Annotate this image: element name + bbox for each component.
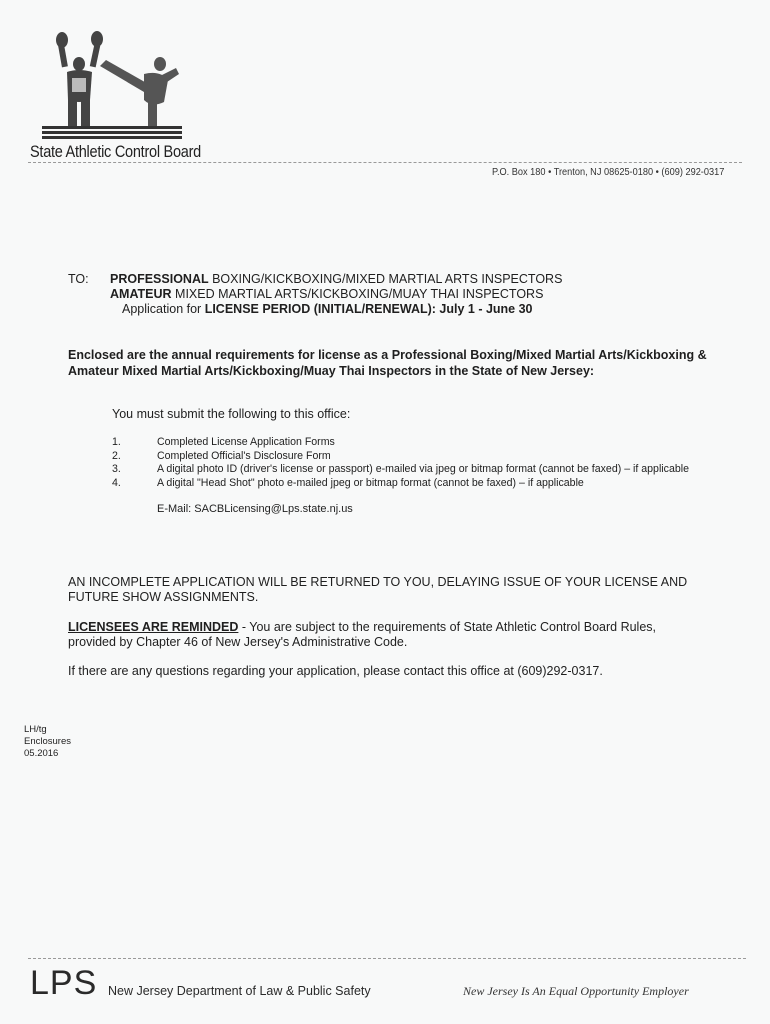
submit-heading: You must submit the following to this office: [112, 407, 351, 421]
license-period-line: Application for LICENSE PERIOD (INITIAL/RENEWAL): July 1 - June 30 [122, 302, 533, 316]
equal-opportunity-statement: New Jersey Is An Equal Opportunity Employer [463, 984, 689, 998]
incomplete-warning: AN INCOMPLETE APPLICATION WILL BE RETURNED TO YOU, DELAYING ISSUE OF YOUR LICENSE AND FUTURE SHOW ASSIGNMENTS. [68, 575, 688, 604]
intro-paragraph: Enclosed are the annual requirements for license as a Professional Boxing/Mixed Martial Arts/Kickboxing & Amateur Mixed Martial Arts/Kickboxing/Muay Thai Inspectors in the State of New Jersey: [68, 348, 707, 378]
document-initials: LH/tg Enclosures 05.2016 [24, 724, 71, 759]
licensee-reminder: LICENSEES ARE REMINDED - You are subject to the requirements of State Athletic Control Board Rules, provided by Chapter 46 of New Jersey's Administrative Code. [68, 620, 657, 649]
list-item: 2. Completed Official's Disclosure Form [112, 449, 331, 462]
questions-contact: If there are any questions regarding your application, please contact this office at (609)292-0317. [68, 664, 603, 678]
list-item: 3. A digital photo ID (driver's license or passport) e-mailed via jpeg or bitmap format (cannot be faxed) – if applicable [112, 463, 689, 475]
organization-name: State Athletic Control Board [30, 143, 201, 161]
email-contact: E-Mail: SACBLicensing@Lps.state.nj.us [157, 503, 353, 515]
recipient-line-2: AMATEUR MIXED MARTIAL ARTS/KICKBOXING/MUAY THAI INSPECTORS [110, 287, 544, 301]
recipient-line-1: PROFESSIONAL BOXING/KICKBOXING/MIXED MARTIAL ARTS INSPECTORS [110, 272, 563, 286]
requirements-list [112, 436, 689, 490]
list-item: 1. Completed License Application Forms [112, 436, 335, 448]
department-name: New Jersey Department of Law & Public Safety [108, 984, 371, 998]
footer-divider [28, 958, 746, 959]
sacb-logo [40, 30, 185, 140]
recipient-block [110, 272, 562, 317]
to-label: TO: [68, 272, 89, 286]
lps-logo: LPS [30, 964, 98, 1002]
organization-address: P.O. Box 180 • Trenton, NJ 08625-0180 • (609) 292-0317 [492, 167, 725, 178]
header-divider [28, 162, 742, 163]
list-item: 4. A digital "Head Shot" photo e-mailed jpeg or bitmap format (cannot be faxed) – if applicable [112, 476, 584, 489]
